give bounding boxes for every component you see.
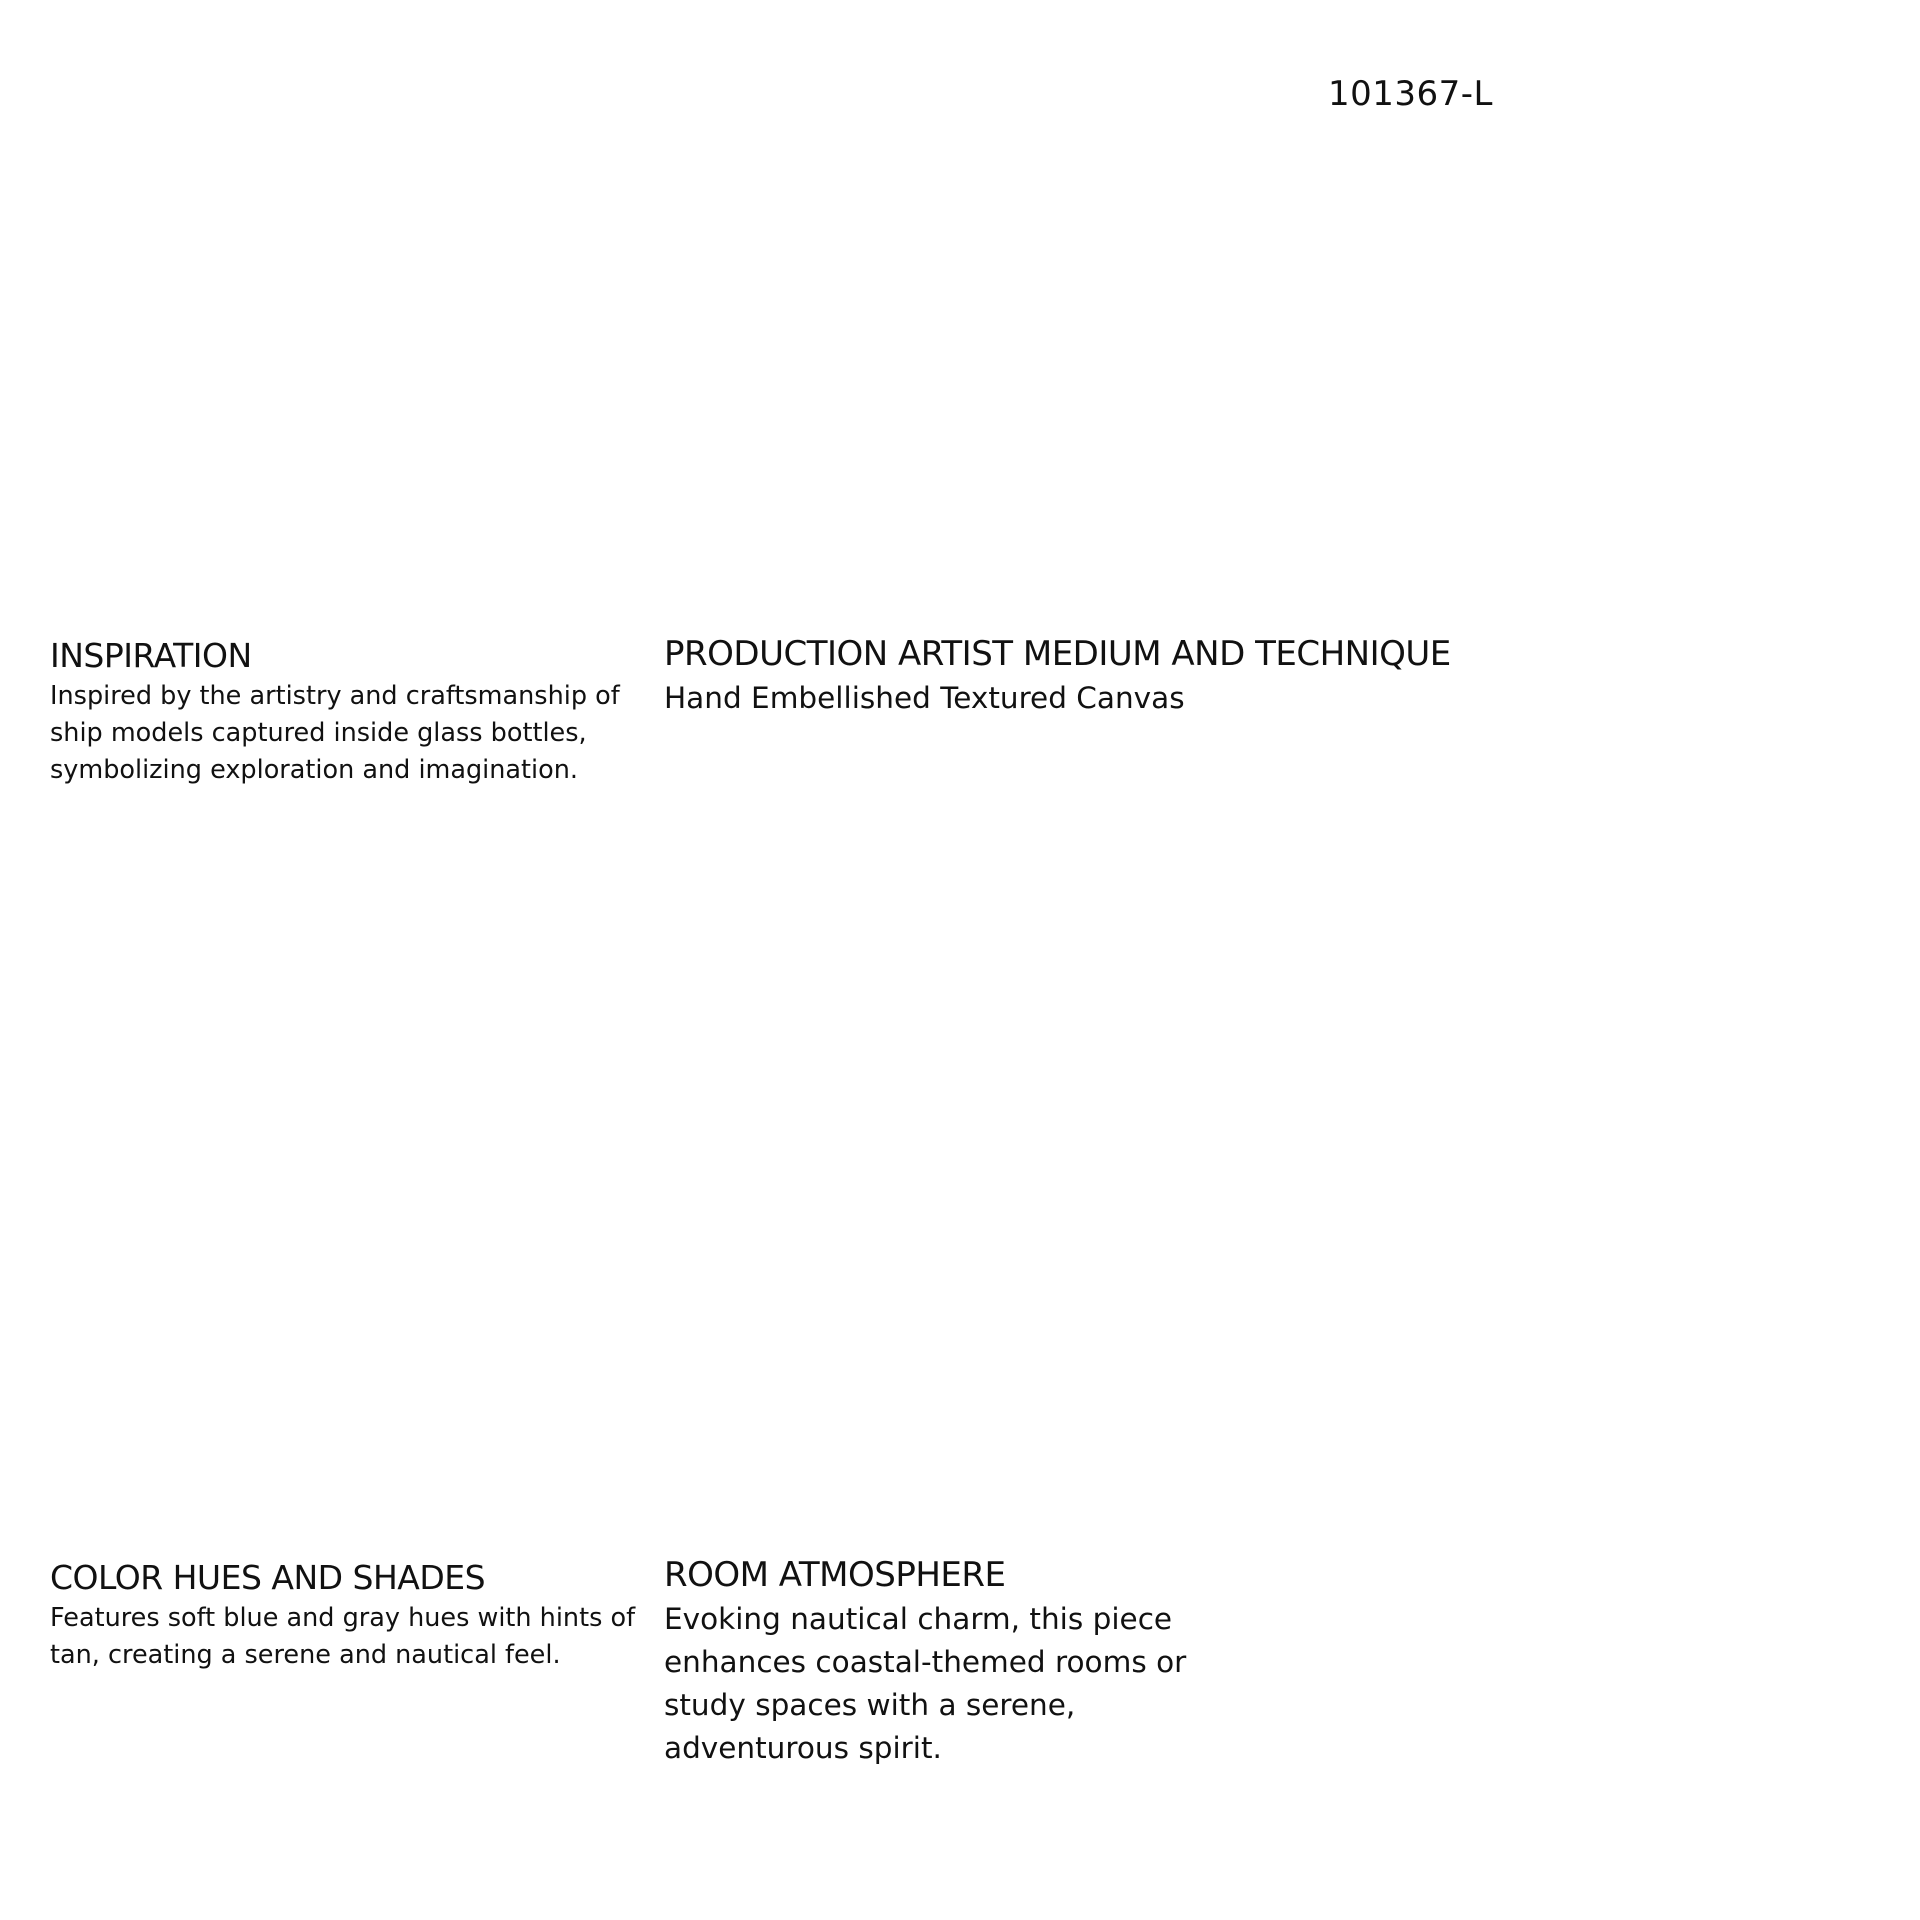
room-atmosphere-text: Evoking nautical charm, this piece enhances coastal-themed rooms or study spaces with a serene, adventurous spirit. — [664, 1601, 1187, 1765]
room-atmosphere-section — [664, 1555, 1264, 1770]
room-atmosphere-heading: ROOM ATMOSPHERE — [664, 1555, 1006, 1595]
color-hues-heading: COLOR HUES AND SHADES — [50, 1558, 486, 1597]
inspiration-text: Inspired by the artistry and craftsmanship of ship models captured inside glass bottles, symbolizing exploration and imagination. — [50, 680, 620, 785]
production-section — [664, 634, 1564, 720]
sku-label: 101367-L — [1328, 74, 1494, 114]
production-heading: PRODUCTION ARTIST MEDIUM AND TECHNIQUE — [664, 634, 1451, 674]
production-text: Hand Embellished Textured Canvas — [664, 680, 1185, 715]
inspiration-heading: INSPIRATION — [50, 636, 252, 675]
color-hues-section — [50, 1558, 640, 1674]
inspiration-section — [50, 636, 640, 789]
color-hues-text: Features soft blue and gray hues with hints of tan, creating a serene and nautical feel. — [50, 1602, 636, 1670]
